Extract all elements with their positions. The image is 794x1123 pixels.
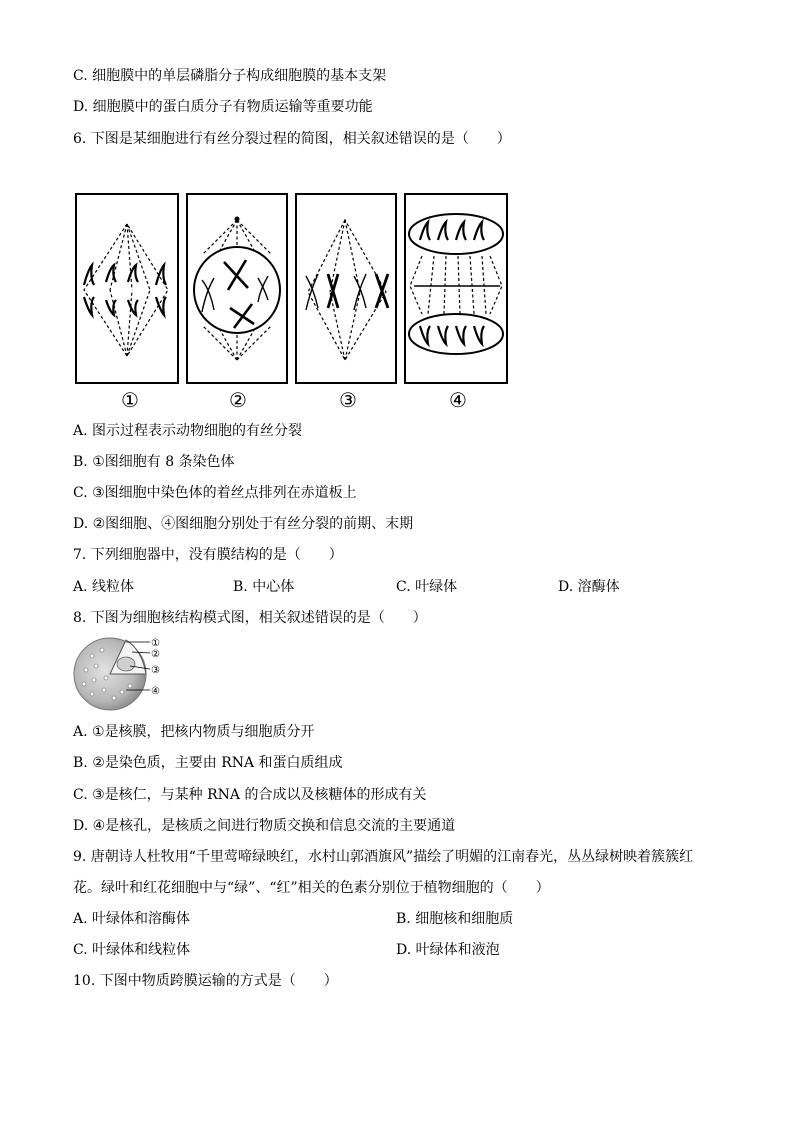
panel-2-chromosomes-light <box>202 276 268 312</box>
panel-1-label: ① <box>121 388 139 412</box>
q9-option-a: A. 叶绿体和溶酶体 <box>73 911 191 927</box>
panel-4-spindle <box>410 256 502 314</box>
panel-1-chromosomes <box>84 265 166 315</box>
q9-option-b: B. 细胞核和细胞质 <box>396 911 514 927</box>
panel-2-nucleus <box>194 247 280 333</box>
q8-option-d: D. ④是核孔，是核质之间进行物质交换和信息交流的主要通道 <box>73 818 456 834</box>
mitosis-figure <box>72 190 512 412</box>
q9-stem-line-2: 花。绿叶和红花细胞中与“绿”、“红”相关的色素分别位于植物细胞的（ ） <box>73 880 550 896</box>
q7-option-b: B. 中心体 <box>233 579 295 595</box>
q6-stem: 6. 下图是某细胞进行有丝分裂过程的简图，相关叙述错误的是（ ） <box>73 131 511 147</box>
panel-2-label: ② <box>229 388 247 412</box>
q8-option-b: B. ②是染色质，主要由 RNA 和蛋白质组成 <box>73 755 343 771</box>
panel-2-chromosomes <box>224 260 254 328</box>
q10-stem: 10. 下图中物质跨膜运输的方式是（ ） <box>73 973 338 989</box>
nucleus-label-3: ③ <box>151 665 160 676</box>
q7-option-d: D. 溶酶体 <box>558 579 620 595</box>
q6-option-a: A. 图示过程表示动物细胞的有丝分裂 <box>73 423 303 439</box>
q8-option-a: A. ①是核膜，把核内物质与细胞质分开 <box>73 724 315 740</box>
q8-stem: 8. 下图为细胞核结构模式图，相关叙述错误的是（ ） <box>73 610 427 626</box>
q7-option-c: C. 叶绿体 <box>396 579 458 595</box>
nucleolus <box>117 657 135 671</box>
q9-option-c: C. 叶绿体和线粒体 <box>73 942 191 958</box>
panel-3-label: ③ <box>339 388 357 412</box>
q7-stem: 7. 下列细胞器中，没有膜结构的是（ ） <box>73 547 343 563</box>
q6-option-c: C. ③图细胞中染色体的着丝点排列在赤道板上 <box>73 485 357 501</box>
q6-option-d: D. ②图细胞、④图细胞分别处于有丝分裂的前期、末期 <box>73 516 414 532</box>
panel-4-upper-nucleus <box>409 214 503 254</box>
panel-3-spindle <box>308 220 386 360</box>
q6-option-b: B. ①图细胞有 8 条染色体 <box>73 454 235 470</box>
panel-4-chromosomes <box>420 222 484 344</box>
q5-option-d: D. 细胞膜中的蛋白质分子有物质运输等重要功能 <box>73 99 373 115</box>
panel-1-spindle <box>84 224 168 356</box>
q9-stem-line-1: 9. 唐朝诗人杜牧用“千里莺啼绿映红，水村山郭酒旗风”描绘了明媚的江南春光，丛丛绿树映着簇簇红 <box>73 849 694 865</box>
panel-4-label: ④ <box>449 388 467 412</box>
nucleus-label-2: ② <box>151 649 160 660</box>
panel-3-chromosomes <box>328 274 388 308</box>
q8-option-c: C. ③是核仁，与某种 RNA 的合成以及核糖体的形成有关 <box>73 787 427 803</box>
nucleus-label-1: ① <box>151 638 160 649</box>
nucleus-label-4: ④ <box>151 686 160 697</box>
q5-option-c: C. 细胞膜中的单层磷脂分子构成细胞膜的基本支架 <box>73 68 387 84</box>
nucleus-figure <box>70 632 170 712</box>
q9-option-d: D. 叶绿体和液泡 <box>396 942 500 958</box>
q7-option-a: A. 线粒体 <box>73 579 135 595</box>
